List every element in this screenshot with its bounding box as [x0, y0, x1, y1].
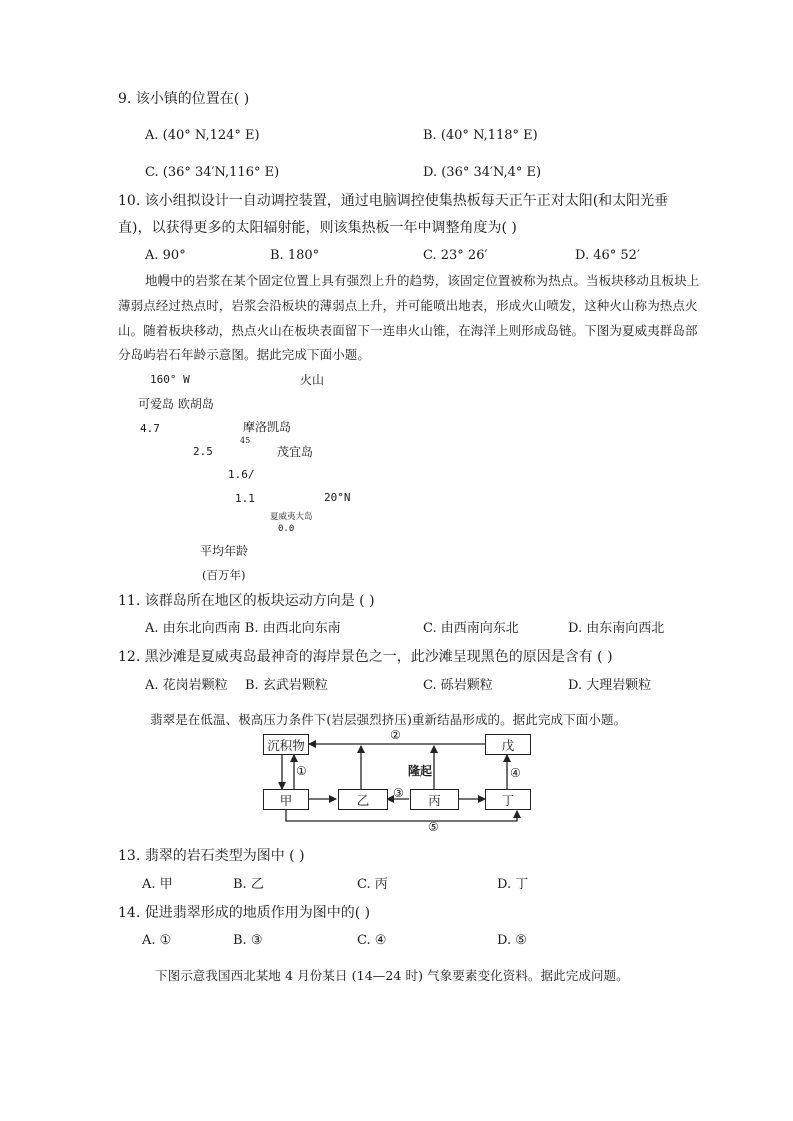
figure-age-4-7: 4.7 [140, 422, 160, 435]
box-ding: 丁 [485, 789, 531, 810]
final-passage: 下图示意我国西北某地 4 月份某日 (14—24 时) 气象要素变化资料。据此完成问题。 [155, 968, 629, 983]
q14-option-b: B. ③ [233, 933, 263, 948]
q10-option-c: C. 23° 26′ [423, 248, 488, 263]
q12-option-b: B. 玄武岩颗粒 [245, 678, 328, 693]
figure-age-1-1: 1.1 [235, 492, 255, 505]
jade-passage: 翡翠是在低温、极高压力条件下(岩层强烈挤压)重新结晶形成的。据此完成下面小题。 [150, 712, 627, 727]
q11-option-d: D. 由东南向西北 [568, 621, 665, 636]
q9-option-d: D. (36° 34′N,4° E) [423, 165, 542, 180]
box-sediment: 沉积物 [263, 734, 309, 755]
q12-option-a: A. 花岗岩颗粒 [145, 678, 228, 693]
q11-option-c: C. 由西南向东北 [423, 621, 519, 636]
label-circled-2: ② [390, 728, 401, 742]
q14-option-d: D. ⑤ [497, 933, 527, 948]
q9-option-b: B. (40° N,118° E) [423, 128, 538, 143]
q13-option-a: A. 甲 [142, 877, 173, 892]
q9-option-a: A. (40° N,124° E) [145, 128, 260, 143]
q14-stem: 14. 促进翡翠形成的地质作用为图中的( ) [118, 905, 371, 921]
q14-option-a: A. ① [142, 933, 172, 948]
figure-age-2-5: 2.5 [193, 445, 213, 458]
q10-option-a: A. 90° [145, 248, 186, 263]
figure-volcano-label: 火山 [300, 373, 325, 387]
hotspot-passage-line3: 山。随着板块移动，热点火山在板块表面留下一连串火山锥，在海洋上则形成岛链。下图为夏威夷群岛部 [118, 323, 698, 338]
figure-islands-left: 可爱岛 欧胡岛 [138, 397, 214, 411]
label-circled-5: ⑤ [428, 820, 439, 834]
label-circled-3: ③ [393, 786, 404, 800]
q10-option-b: B. 180° [270, 248, 320, 263]
q13-option-c: C. 丙 [357, 877, 388, 892]
q12-option-c: C. 砾岩颗粒 [423, 678, 493, 693]
q10-option-d: D. 46° 52′ [575, 248, 640, 263]
box-yi: 乙 [338, 789, 388, 810]
q12-option-d: D. 大理岩颗粒 [568, 678, 652, 693]
figure-age-0-0: 0.0 [278, 524, 295, 534]
hotspot-passage-line4: 分岛屿岩石年龄示意图。据此完成下面小题。 [118, 347, 371, 362]
q14-option-c: C. ④ [357, 933, 387, 948]
figure-latitude-label: 20°N [324, 491, 351, 504]
hotspot-passage-line1: 地幔中的岩浆在某个固定位置上具有强烈上升的趋势，该固定位置被称为热点。当板块移动且板块上 [145, 273, 700, 288]
q10-stem-line2: 直)，以获得更多的太阳辐射能，则该集热板一年中调整角度为( ) [118, 220, 517, 236]
q10-stem-line1: 10. 该小组拟设计一自动调控装置，通过电脑调控使集热板每天正午正对太阳(和太阳光垂 [118, 193, 669, 209]
figure-legend-title: 平均年龄 [200, 544, 249, 558]
q11-stem: 11. 该群岛所在地区的板块运动方向是 ( ) [118, 593, 375, 609]
hotspot-passage-line2: 薄弱点经过热点时，岩浆会沿板块的薄弱点上升，并可能喷出地表，形成火山喷发，这种火山称为热点火 [118, 298, 698, 313]
q13-option-b: B. 乙 [233, 877, 264, 892]
figure-age-1-6: 1.6/ [228, 468, 255, 481]
figure-maui: 茂宜岛 [277, 445, 314, 459]
q12-stem: 12. 黑沙滩是夏威夷岛最神奇的海岸景色之一，此沙滩呈现黑色的原因是含有 ( ) [118, 649, 613, 665]
figure-legend-unit: (百万年) [202, 568, 246, 582]
label-uplift: 隆起 [408, 764, 433, 778]
label-circled-1: ① [296, 764, 307, 778]
figure-big-island: 夏威夷大岛 [270, 512, 313, 522]
box-bing: 丙 [410, 789, 459, 810]
q13-stem: 13. 翡翠的岩石类型为图中 ( ) [118, 848, 305, 864]
figure-tiny-45: 45 [240, 436, 251, 445]
q11-option-ab: A. 由东北向西南 B. 由西北向东南 [145, 621, 341, 636]
figure-molokai: 摩洛凯岛 [243, 420, 292, 434]
q9-option-c: C. (36° 34′N,116° E) [145, 165, 280, 180]
q13-option-d: D. 丁 [497, 877, 529, 892]
q9-stem: 9. 该小镇的位置在( ) [118, 91, 250, 107]
label-circled-4: ④ [510, 766, 521, 780]
figure-longitude-label: 160° W [150, 373, 190, 386]
box-wu: 戊 [485, 734, 531, 755]
box-jia: 甲 [263, 789, 309, 810]
